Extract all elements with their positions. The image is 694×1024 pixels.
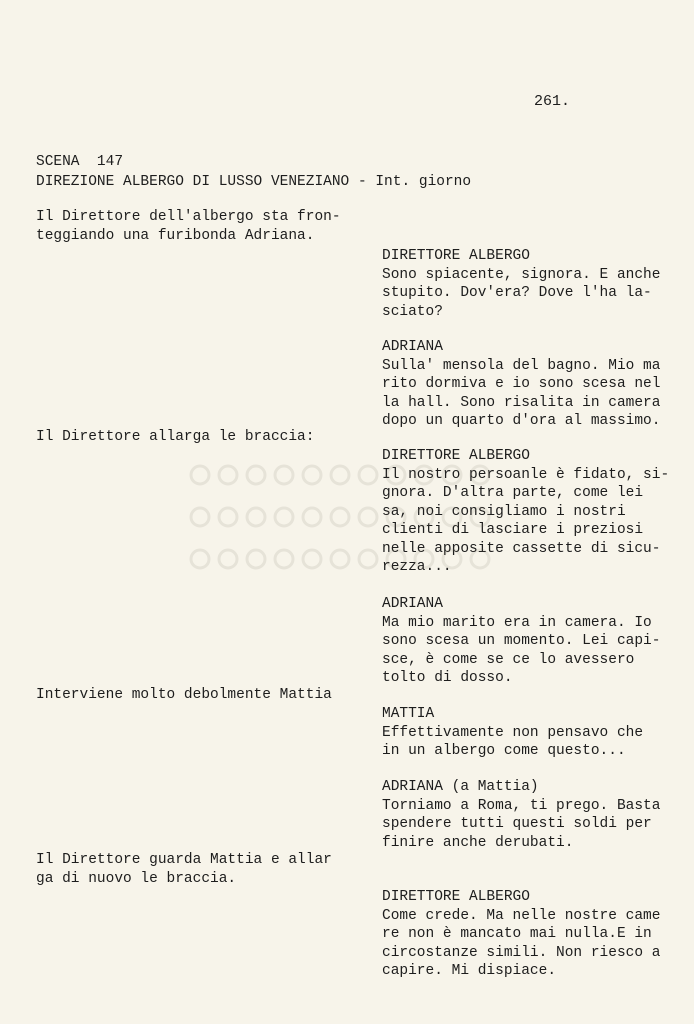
speaker-name: ADRIANA [382, 596, 443, 612]
action-line: Il Direttore allarga le braccia: [36, 429, 315, 445]
dialogue-block [382, 338, 687, 431]
dialogue-line: nelle apposite cassette di sicu- [382, 540, 661, 557]
dialogue-line: sciato? [382, 303, 443, 320]
dialogue-block [382, 778, 687, 852]
dialogue-line: sa, noi consigliamo i nostri [382, 503, 626, 520]
dialogue-line: clienti di lasciare i preziosi [382, 522, 644, 538]
action-line: Il Direttore dell'albergo sta fron- [36, 209, 341, 225]
dialogue-line: rezza... [382, 559, 452, 575]
dialogue-line: Come crede. Ma nelle nostre came [382, 907, 661, 924]
dialogue-line: spendere tutti questi soldi per [382, 816, 652, 832]
action-block [36, 428, 376, 447]
speaker-name: ADRIANA (a Mattia) [382, 779, 539, 795]
dialogue-line: Il nostro persoanle è fidato, si- [382, 466, 670, 483]
dialogue-line: dopo un quarto d'ora al massimo. [382, 413, 661, 429]
page-number: 261. [534, 93, 571, 110]
dialogue-line: stupito. Dov'era? Dove l'ha la- [382, 285, 652, 301]
dialogue-block [382, 705, 687, 761]
dialogue-line: circostanze simili. Non riesco a [382, 944, 661, 961]
dialogue-line: Torniamo a Roma, ti prego. Basta [382, 797, 661, 814]
dialogue-block [382, 888, 687, 981]
dialogue-line: Sono spiacente, signora. E anche [382, 266, 661, 283]
dialogue-block [382, 247, 687, 321]
dialogue-line: tolto di dosso. [382, 670, 513, 686]
action-line: ga di nuovo le braccia. [36, 871, 237, 887]
dialogue-block [382, 595, 687, 688]
action-line: Interviene molto debolmente Mattia [36, 687, 332, 703]
dialogue-line: rito dormiva e io sono scesa nel [382, 376, 661, 392]
action-line: teggiando una furibonda Adriana. [36, 228, 315, 244]
dialogue-line: Sulla' mensola del bagno. Mio ma [382, 357, 661, 374]
scene-heading [36, 152, 636, 192]
dialogue-line: capire. Mi dispiace. [382, 963, 557, 979]
scene-number: SCENA 147 [36, 154, 124, 170]
speaker-name: DIRETTORE ALBERGO [382, 248, 530, 264]
dialogue-line: gnora. D'altra parte, come lei [382, 485, 644, 501]
speaker-name: ADRIANA [382, 339, 443, 355]
dialogue-line: finire anche derubati. [382, 834, 574, 851]
dialogue-line: in un albergo come questo... [382, 743, 626, 759]
speaker-name: DIRETTORE ALBERGO [382, 889, 530, 905]
scene-location: DIREZIONE ALBERGO DI LUSSO VENEZIANO - Int. giorno [36, 174, 472, 190]
action-line: Il Direttore guarda Mattia e allar [36, 852, 332, 868]
dialogue-line: Effettivamente non pensavo che [382, 724, 644, 741]
dialogue-line: sce, è come se ce lo avessero [382, 651, 635, 668]
action-block [36, 851, 376, 889]
action-block [36, 686, 376, 705]
speaker-name: MATTIA [382, 706, 435, 722]
dialogue-line: la hall. Sono risalita in camera [382, 394, 661, 411]
dialogue-line: Ma mio marito era in camera. Io [382, 614, 652, 631]
dialogue-line: sono scesa un momento. Lei capi- [382, 633, 661, 649]
dialogue-line: re non è mancato mai nulla.E in [382, 926, 652, 942]
action-block [36, 208, 376, 246]
dialogue-block [382, 447, 687, 577]
speaker-name: DIRETTORE ALBERGO [382, 448, 530, 464]
